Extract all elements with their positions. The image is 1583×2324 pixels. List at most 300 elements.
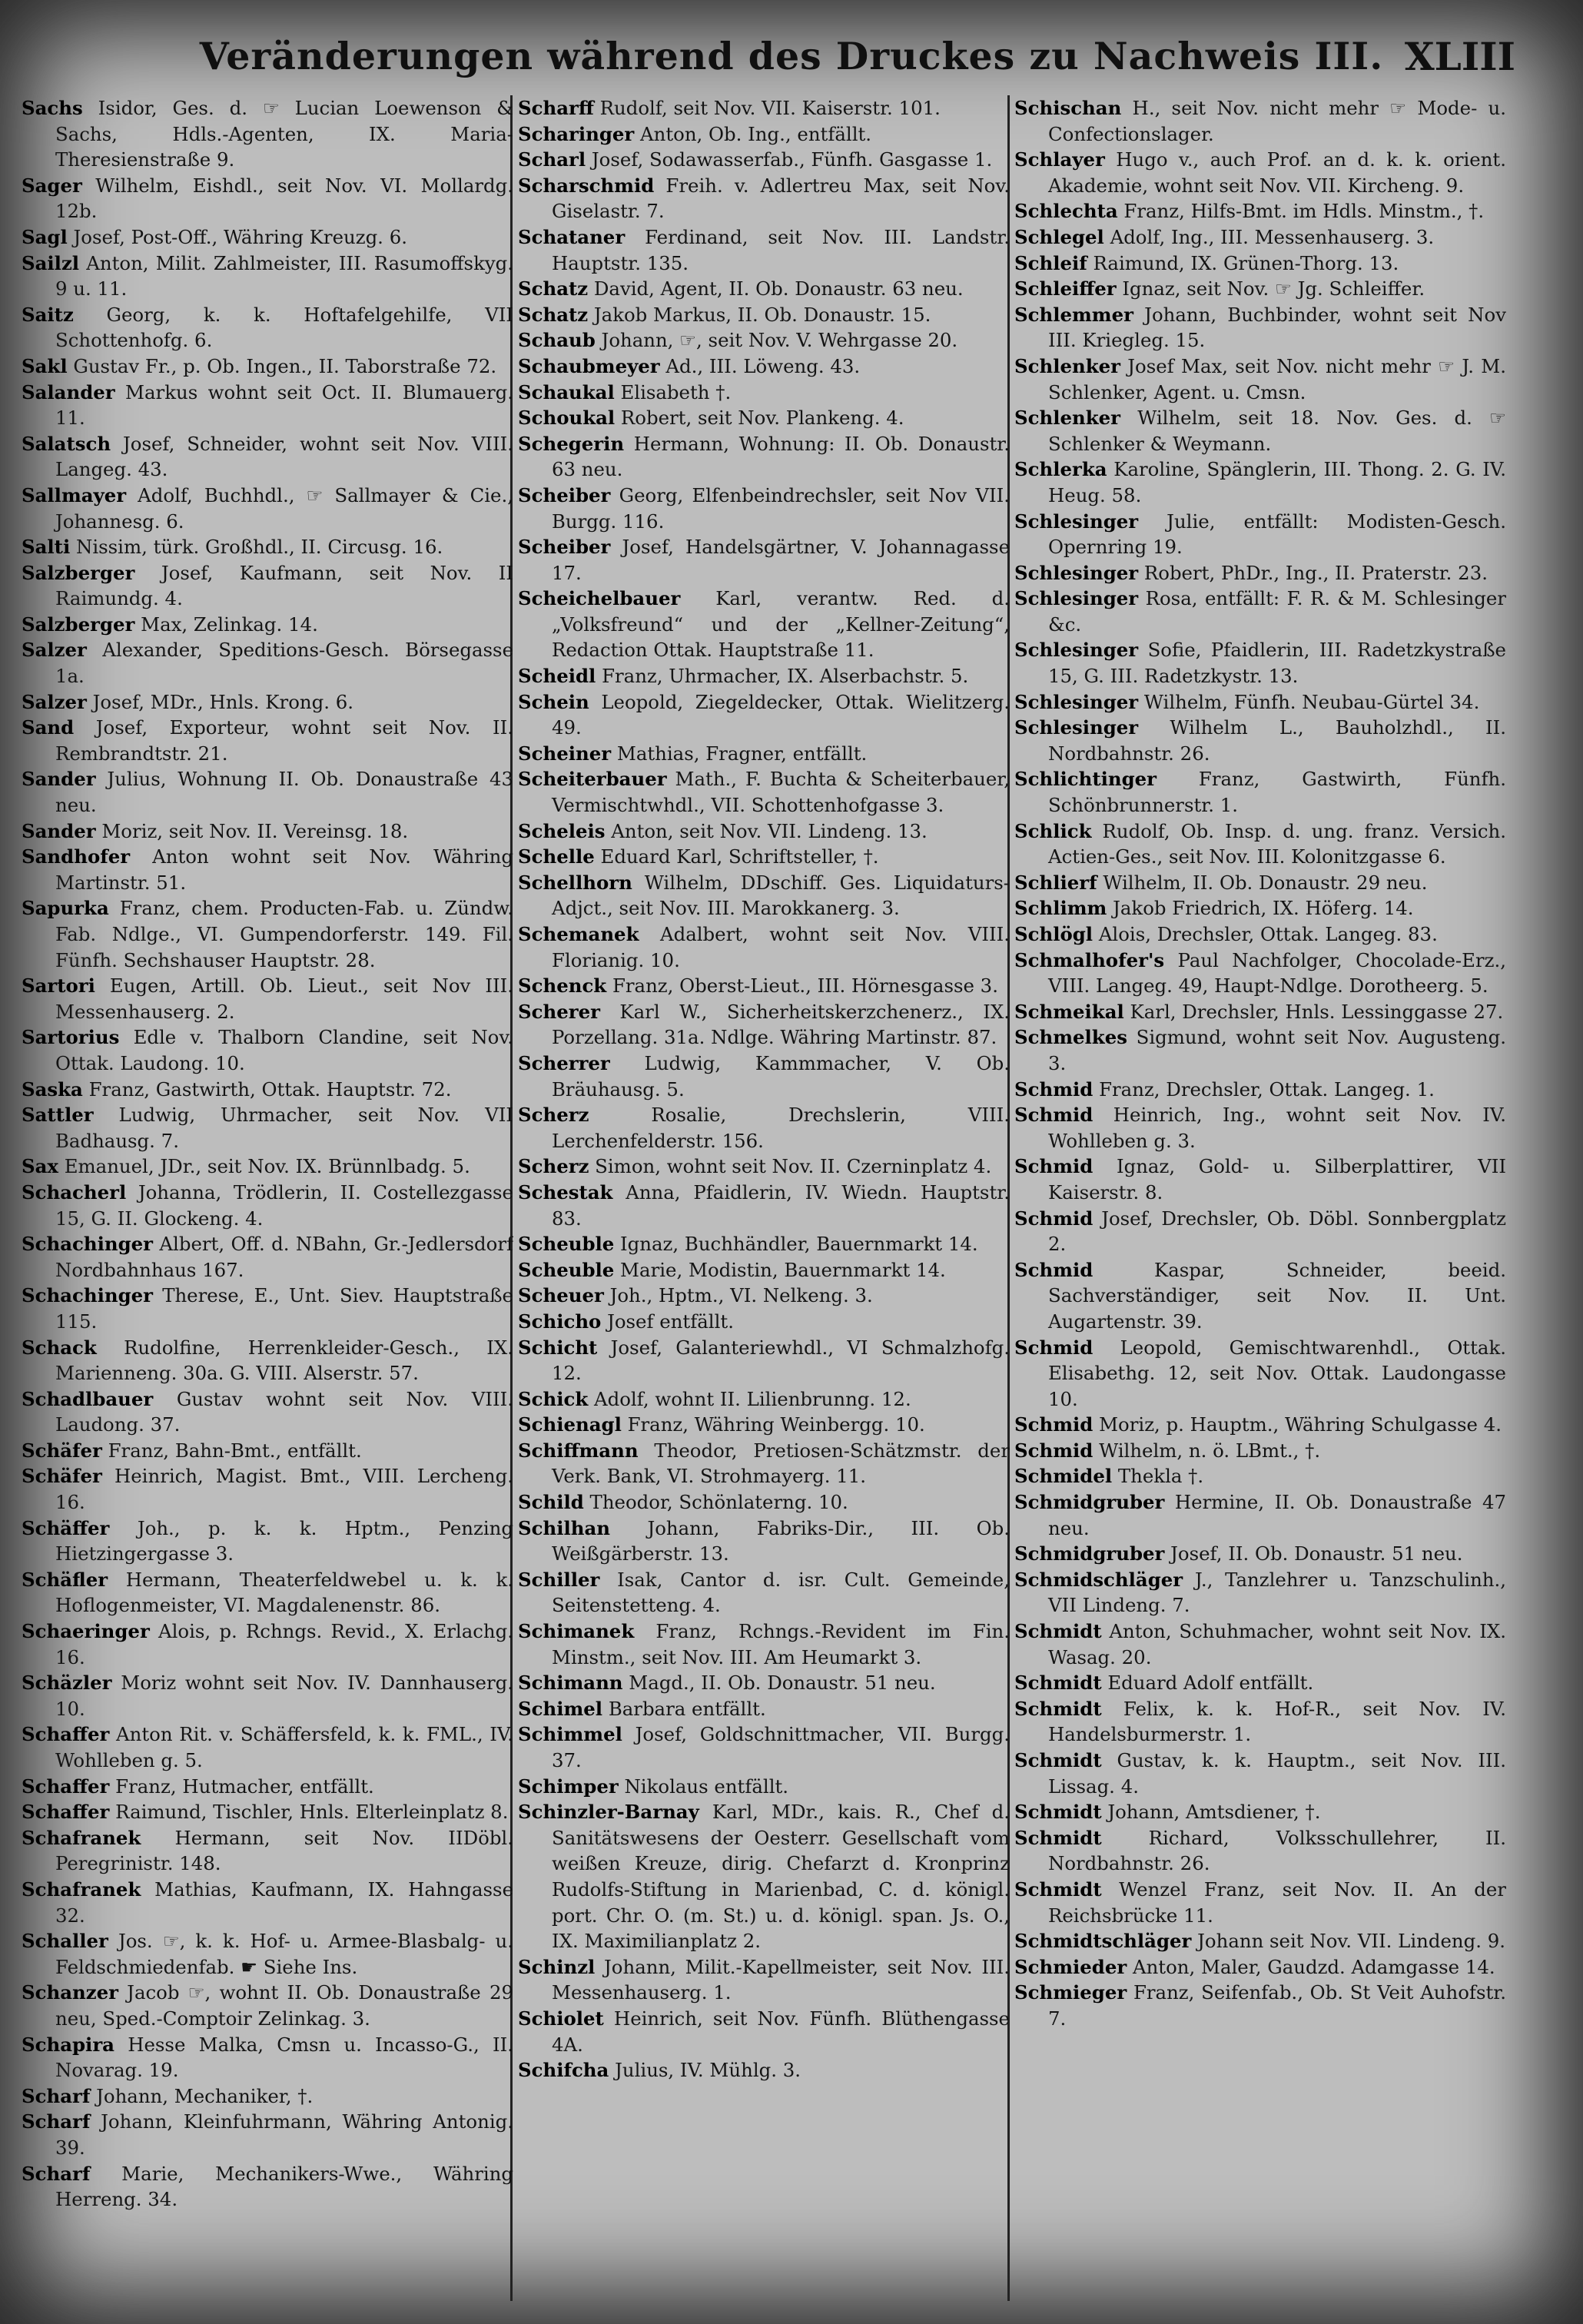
directory-entry xyxy=(22,354,513,380)
directory-entry xyxy=(518,1283,1010,1309)
directory-entry xyxy=(1014,302,1506,354)
directory-entry xyxy=(518,1438,1010,1489)
directory-entry xyxy=(22,224,513,251)
entry-details: Adolf, wohnt II. Lilienbrunng. 12. xyxy=(588,1387,911,1410)
entry-details: Josef, II. Ob. Donaustr. 51 neu. xyxy=(1164,1542,1463,1565)
entry-details: Nissim, türk. Großhdl., II. Circusg. 16. xyxy=(70,536,443,559)
entry-details: Josef, Schneider, wohnt seit Nov. VIII. Langeg. 43. xyxy=(55,432,513,481)
entry-name: Sand xyxy=(22,716,75,739)
entry-details: Franz, Hutmacher, entfällt. xyxy=(109,1775,374,1798)
entry-name: Salatsch xyxy=(22,432,111,455)
entry-name: Schmid xyxy=(1014,1104,1093,1127)
directory-entry xyxy=(22,95,513,173)
entry-details: Math., F. Buchta & Scheiterbauer, Vermischtwhdl., VII. Schottenhofgasse 3. xyxy=(552,768,1010,817)
directory-entry xyxy=(1014,1077,1506,1103)
entry-name: Schlesinger xyxy=(1014,510,1139,533)
entry-name: Scherer xyxy=(518,1000,600,1023)
directory-entry xyxy=(22,1335,513,1386)
entry-name: Schlierf xyxy=(1014,871,1097,894)
entry-name: Schimanek xyxy=(518,1620,635,1643)
entry-name: Scheuble xyxy=(518,1233,615,1256)
entry-name: Schleif xyxy=(1014,251,1087,274)
entry-details: Johann seit Nov. VII. Lindeng. 9. xyxy=(1191,1930,1506,1953)
directory-entry xyxy=(518,766,1010,818)
entry-details: Johann, Milit.-Kapellmeister, seit Nov. III. Messenhauserg. 1. xyxy=(552,1955,1010,2004)
directory-entry xyxy=(518,870,1010,921)
entry-name: Schmidt xyxy=(1014,1620,1102,1643)
directory-entry xyxy=(518,1696,1010,1722)
entry-details: Franz, Drechsler, Ottak. Langeg. 1. xyxy=(1093,1077,1435,1101)
directory-entry xyxy=(518,380,1010,406)
entry-name: Schienagl xyxy=(518,1413,622,1436)
entry-details: Anna, Pfaidlerin, IV. Wiedn. Hauptstr. 83. xyxy=(552,1180,1010,1230)
entry-details: Anton, Maler, Gaudzd. Adamgasse 14. xyxy=(1127,1955,1495,1978)
entry-details: Robert, seit Nov. Plankeng. 4. xyxy=(615,407,904,430)
directory-entry xyxy=(22,1154,513,1180)
directory-entry xyxy=(518,2006,1010,2057)
entry-details: Josef, Drechsler, Ob. Döbl. Sonnbergplatz 2. xyxy=(1048,1207,1506,1256)
entry-details: Mathias, Kaufmann, IX. Hahngasse 32. xyxy=(55,1877,513,1927)
entry-details: Wilhelm L., Bauholzhdl., II. Nordbahnstr. 26. xyxy=(1048,716,1506,765)
entry-details: Franz, Seifenfab., Ob. St Veit Auhofstr. 7. xyxy=(1048,1981,1506,2030)
entry-name: Scharf xyxy=(22,2110,91,2133)
directory-entry xyxy=(518,121,1010,148)
entry-details: Josef, Galanteriewhdl., VI Schmalzhofg. 12. xyxy=(552,1336,1010,1385)
entry-details: Raimund, Tischler, Hnls. Elterleinplatz 8. xyxy=(109,1801,509,1824)
entry-details: Ferdinand, seit Nov. III. Landstr. Hauptstr. 135. xyxy=(552,225,1010,274)
entry-details: Anton, Schuhmacher, wohnt seit Nov. IX. Wasag. 20. xyxy=(1048,1620,1506,1668)
entry-details: Johann, Fabriks-Dir., III. Ob. Weißgärberstr. 13. xyxy=(552,1516,1010,1565)
entry-name: Schaffer xyxy=(22,1801,110,1824)
entry-details: Richard, Volksschullehrer, II. Nordbahnstr. 26. xyxy=(1048,1826,1506,1875)
entry-details: Josef, Handelsgärtner, V. Johannagasse 17. xyxy=(552,536,1010,584)
entry-details: Ignaz, seit Nov. ☞ Jg. Schleiffer. xyxy=(1116,277,1425,300)
directory-entry xyxy=(518,224,1010,276)
entry-name: Schifcha xyxy=(518,2059,609,2082)
entry-details: Eugen, Artill. Ob. Lieut., seit Nov III. Messenhauserg. 2. xyxy=(55,974,513,1023)
entry-details: Rudolf, seit Nov. VII. Kaiserstr. 101. xyxy=(593,97,941,119)
entry-name: Scheleis xyxy=(518,819,606,842)
entry-name: Schlesinger xyxy=(1014,587,1139,610)
entry-details: Franz, Oberst-Lieut., III. Hörnesgasse 3. xyxy=(606,974,998,998)
entry-name: Schick xyxy=(518,1387,589,1410)
entry-name: Scheiber xyxy=(518,483,611,506)
directory-entry xyxy=(22,1618,513,1670)
directory-entry xyxy=(22,612,513,638)
directory-entry xyxy=(518,1567,1010,1618)
entry-name: Sax xyxy=(22,1155,58,1178)
directory-entry xyxy=(1014,1541,1506,1567)
entry-name: Sakl xyxy=(22,354,68,377)
directory-entry xyxy=(22,1799,513,1825)
directory-entry xyxy=(22,844,513,895)
directory-entry xyxy=(22,1077,513,1103)
entry-name: Schlechta xyxy=(1014,200,1118,223)
directory-entry xyxy=(518,327,1010,354)
directory-entry xyxy=(22,1567,513,1618)
entry-name: Scheiterbauer xyxy=(518,768,667,791)
directory-entry xyxy=(1014,509,1506,560)
entry-name: Schaubmeyer xyxy=(518,354,660,377)
page-number: XLIII xyxy=(1404,34,1515,79)
directory-entry xyxy=(518,1954,1010,2006)
entry-name: Schiller xyxy=(518,1568,600,1591)
entry-details: Isidor, Ges. d. ☞ Lucian Loewenson & Sachs, Hdls.-Agenten, IX. Maria-Theresienstraße 9. xyxy=(55,97,513,171)
entry-name: Schmidtschläger xyxy=(1014,1930,1192,1953)
entry-details: Heinrich, seit Nov. Fünfh. Blüthengasse 4A. xyxy=(552,2007,1010,2056)
directory-entry xyxy=(518,1335,1010,1386)
directory-entry xyxy=(518,95,1010,121)
directory-entry xyxy=(518,276,1010,302)
directory-entry xyxy=(1014,1102,1506,1154)
entry-details: Johanna, Trödlerin, II. Costellezgasse 15, G. II. Glockeng. 4. xyxy=(55,1180,513,1230)
directory-entry xyxy=(1014,1980,1506,2031)
entry-details: Anton, seit Nov. VII. Lindeng. 13. xyxy=(605,819,928,842)
directory-entry xyxy=(22,1516,513,1567)
directory-entry xyxy=(1014,354,1506,405)
entry-name: Schimel xyxy=(518,1697,603,1720)
entry-name: Schein xyxy=(518,690,589,713)
entry-name: Schmidschläger xyxy=(1014,1568,1183,1591)
entry-details: Josef, MDr., Hnls. Krong. 6. xyxy=(86,690,353,713)
entry-name: Schmid xyxy=(1014,1077,1093,1101)
directory-entry xyxy=(1014,637,1506,689)
entry-details: Nikolaus entfällt. xyxy=(618,1775,789,1798)
entry-name: Schaffer xyxy=(22,1775,110,1798)
directory-entry xyxy=(518,1799,1010,1954)
entry-name: Saitz xyxy=(22,303,74,326)
entry-details: Barbara entfällt. xyxy=(602,1697,766,1720)
directory-entry xyxy=(1014,689,1506,715)
column-3 xyxy=(1014,95,1506,2301)
directory-entry xyxy=(518,405,1010,431)
entry-name: Schiolet xyxy=(518,2007,604,2030)
entry-name: Salzberger xyxy=(22,561,135,584)
entry-details: Ludwig, Kammmacher, V. Ob. Bräuhausg. 5. xyxy=(552,1051,1010,1101)
entry-name: Schlegel xyxy=(1014,225,1104,248)
entry-details: David, Agent, II. Ob. Donaustr. 63 neu. xyxy=(588,277,964,300)
directory-entry xyxy=(1014,1489,1506,1541)
entry-details: Kaspar, Schneider, beeid. Sachverständiger, seit Nov. II. Unt. Augartenstr. 39. xyxy=(1048,1258,1506,1333)
entry-details: Adolf, Buchhdl., ☞ Sallmayer & Cie., Johannesg. 6. xyxy=(55,483,513,533)
directory-entry xyxy=(22,173,513,224)
entry-name: Schimmel xyxy=(518,1723,622,1746)
directory-entry xyxy=(1014,147,1506,198)
directory-entry xyxy=(22,1024,513,1076)
entry-details: Josef, Post-Off., Währing Kreuzg. 6. xyxy=(67,225,407,248)
directory-entry xyxy=(22,689,513,715)
directory-entry xyxy=(518,431,1010,483)
directory-entry xyxy=(518,483,1010,534)
entry-details: Hugo v., auch Prof. an d. k. k. orient. Akademie, wohnt seit Nov. VII. Kircheng. 9. xyxy=(1048,148,1506,197)
entry-name: Schlesinger xyxy=(1014,561,1139,584)
entry-details: Alois, Drechsler, Ottak. Langeg. 83. xyxy=(1093,923,1438,945)
entry-details: Ignaz, Gold- u. Silberplattirer, VII Kaiserstr. 8. xyxy=(1048,1155,1506,1204)
entry-details: Ludwig, Uhrmacher, seit Nov. VII Badhausg. 7. xyxy=(55,1104,513,1152)
entry-details: Joh., Hptm., VI. Nelkeng. 3. xyxy=(603,1284,873,1307)
entry-name: Salzer xyxy=(22,639,87,662)
entry-name: Schlesinger xyxy=(1014,639,1139,662)
directory-entry xyxy=(1014,895,1506,921)
entry-name: Schafranek xyxy=(22,1826,141,1849)
entry-name: Scheuer xyxy=(518,1284,604,1307)
entry-details: Karoline, Spänglerin, III. Thong. 2. G. IV. Heug. 58. xyxy=(1048,458,1506,506)
directory-entry xyxy=(22,1438,513,1464)
entry-details: Jakob Markus, II. Ob. Donaustr. 15. xyxy=(588,303,931,326)
directory-entry xyxy=(518,1102,1010,1154)
entry-name: Schmalhofer's xyxy=(1014,948,1165,971)
entry-name: Schmieder xyxy=(1014,1955,1127,1978)
entry-details: Gustav, k. k. Hauptm., seit Nov. III. Lissag. 4. xyxy=(1048,1749,1506,1798)
entry-name: Sandhofer xyxy=(22,845,131,868)
directory-entry xyxy=(518,147,1010,173)
entry-details: Gustav Fr., p. Ob. Ingen., II. Taborstraße 72. xyxy=(67,354,497,377)
entry-details: Karl, verantw. Red. d. „Volksfreund“ und der „Kellner-Zeitung“, Redaction Ottak. Hauptstraße 11. xyxy=(552,587,1010,662)
directory-entry xyxy=(22,2109,513,2160)
entry-name: Schicht xyxy=(518,1336,598,1359)
directory-entry xyxy=(22,766,513,818)
directory-entry xyxy=(22,2161,513,2213)
directory-entry xyxy=(518,921,1010,973)
entry-details: Alexander, Speditions-Gesch. Börsegasse 1a. xyxy=(55,639,513,688)
directory-entry xyxy=(22,1231,513,1283)
entry-name: Schinzler-Barnay xyxy=(518,1801,699,1824)
directory-entry xyxy=(518,1618,1010,1670)
entry-name: Schelle xyxy=(518,845,595,868)
directory-entry xyxy=(22,380,513,431)
directory-entry xyxy=(1014,1463,1506,1489)
entry-details: Johann, Mechaniker, †. xyxy=(90,2084,314,2107)
entry-name: Schack xyxy=(22,1336,97,1359)
entry-name: Schlögl xyxy=(1014,923,1093,945)
entry-name: Schaller xyxy=(22,1930,108,1953)
entry-name: Schäffer xyxy=(22,1516,110,1539)
entry-details: Leopold, Ziegeldecker, Ottak. Wielitzerg. 49. xyxy=(552,690,1010,739)
entry-details: Josef, Exporteur, wohnt seit Nov. II. Rembrandtstr. 21. xyxy=(55,716,513,765)
entry-name: Schapira xyxy=(22,2033,114,2056)
column-1 xyxy=(22,95,513,2301)
directory-entry xyxy=(518,818,1010,845)
entry-name: Schmidgruber xyxy=(1014,1542,1165,1565)
directory-entry xyxy=(518,1516,1010,1567)
entry-details: Paul Nachfolger, Chocolade-Erz., VIII. Langeg. 49, Haupt-Ndlge. Dorotheerg. 5. xyxy=(1048,948,1506,998)
directory-entry xyxy=(518,741,1010,767)
entry-details: Sofie, Pfaidlerin, III. Radetzkystraße 15, G. III. Radetzkystr. 13. xyxy=(1048,639,1506,688)
entry-name: Salander xyxy=(22,380,115,403)
directory-entry xyxy=(1014,1335,1506,1413)
entry-name: Schlayer xyxy=(1014,148,1105,171)
entry-name: Salti xyxy=(22,536,71,559)
directory-entry xyxy=(1014,1412,1506,1438)
entry-name: Schmid xyxy=(1014,1413,1093,1436)
directory-entry xyxy=(1014,1696,1506,1748)
directory-entry xyxy=(518,999,1010,1051)
entry-details: Franz, Währing Weinbergg. 10. xyxy=(621,1413,925,1436)
directory-entry xyxy=(518,1231,1010,1257)
directory-entry xyxy=(1014,1438,1506,1464)
entry-name: Schlick xyxy=(1014,819,1092,842)
entry-details: J., Tanzlehrer u. Tanzschulinh., VII Lindeng. 7. xyxy=(1048,1568,1506,1617)
entry-details: Adolf, Ing., III. Messenhauserg. 3. xyxy=(1103,225,1435,248)
entry-details: Josef, Kaufmann, seit Nov. II Raimundg. 4. xyxy=(55,561,513,610)
directory-entry xyxy=(22,1774,513,1800)
entry-name: Saska xyxy=(22,1077,83,1101)
directory-entry xyxy=(1014,1024,1506,1076)
entry-name: Sander xyxy=(22,819,96,842)
entry-name: Schmidt xyxy=(1014,1877,1102,1901)
directory-entry xyxy=(1014,1748,1506,1799)
directory-entry xyxy=(518,1154,1010,1180)
entry-details: Franz, Bahn-Bmt., entfällt. xyxy=(101,1439,362,1462)
entry-details: Moriz, seit Nov. II. Vereinsg. 18. xyxy=(95,819,409,842)
directory-entry xyxy=(22,895,513,973)
entry-details: Josef entfällt. xyxy=(601,1310,734,1333)
directory-entry xyxy=(22,483,513,534)
directory-entry xyxy=(518,1257,1010,1283)
entry-name: Schlichtinger xyxy=(1014,768,1157,791)
directory-entry xyxy=(22,431,513,483)
entry-details: Hermann, Wohnung: II. Ob. Donaustr. 63 neu. xyxy=(552,432,1010,481)
directory-entry xyxy=(1014,405,1506,456)
entry-details: Julius, Wohnung II. Ob. Donaustraße 43 neu. xyxy=(55,768,513,817)
entry-details: Johann, Amtsdiener, †. xyxy=(1101,1801,1321,1824)
entry-details: Anton wohnt seit Nov. Währing Martinstr. 51. xyxy=(55,845,513,894)
entry-name: Scharschmid xyxy=(518,174,655,197)
entry-details: Raimund, IX. Grünen-Thorg. 13. xyxy=(1087,251,1399,274)
directory-entry xyxy=(1014,1928,1506,1954)
directory-entry xyxy=(518,1051,1010,1102)
entry-details: Josef, Goldschnittmacher, VII. Burgg. 37. xyxy=(552,1723,1010,1771)
entry-details: Hesse Malka, Cmsn u. Incasso-G., II. Novarag. 19. xyxy=(55,2033,513,2082)
directory-entry xyxy=(518,1774,1010,1800)
entry-name: Scheichelbauer xyxy=(518,587,681,610)
entry-details: Felix, k. k. Hof-R., seit Nov. IV. Handelsburmerstr. 1. xyxy=(1048,1697,1506,1746)
entry-details: Max, Zelinkag. 14. xyxy=(134,613,318,636)
directory-entry xyxy=(22,1721,513,1773)
entry-details: Franz, Rchngs.-Revident im Fin. Minstm., seit Nov. III. Am Heumarkt 3. xyxy=(552,1620,1010,1668)
entry-details: Anton, Milit. Zahlmeister, III. Rasumoffskyg. 9 u. 11. xyxy=(55,251,513,300)
entry-details: Therese, E., Unt. Siev. Hauptstraße 115. xyxy=(55,1284,513,1333)
column-2 xyxy=(518,95,1010,2301)
entry-details: Eduard Adolf entfällt. xyxy=(1101,1672,1314,1695)
entry-name: Schimper xyxy=(518,1775,619,1798)
directory-entry xyxy=(22,715,513,766)
entry-details: Rudolf, Ob. Insp. d. ung. franz. Versich. Actien-Ges., seit Nov. III. Kolonitzgasse 6. xyxy=(1048,819,1506,868)
entry-details: Hermann, seit Nov. IIDöbl. Peregrinistr. 148. xyxy=(55,1826,513,1875)
entry-name: Schestak xyxy=(518,1180,613,1204)
directory-entry xyxy=(1014,1877,1506,1928)
page-title: Veränderungen während des Druckes zu Nachweis III. xyxy=(199,34,1384,78)
directory-entry xyxy=(1014,1567,1506,1618)
entry-name: Schenck xyxy=(518,974,607,998)
entry-name: Scherrer xyxy=(518,1051,610,1074)
entry-name: Schmidt xyxy=(1014,1801,1102,1824)
entry-details: Emanuel, JDr., seit Nov. IX. Brünnlbadg. 5. xyxy=(58,1155,470,1178)
entry-name: Schiffmann xyxy=(518,1439,639,1462)
entry-details: Wilhelm, DDschiff. Ges. Liquidaturs-Adjct., seit Nov. III. Marokkanerg. 3. xyxy=(552,871,1010,920)
entry-details: Heinrich, Ing., wohnt seit Nov. IV. Wohlleben g. 3. xyxy=(1048,1104,1506,1152)
directory-entry xyxy=(22,637,513,689)
entry-details: Jakob Friedrich, IX. Höferg. 14. xyxy=(1107,897,1414,920)
entry-name: Scherz xyxy=(518,1104,589,1127)
directory-entry xyxy=(1014,921,1506,948)
directory-entry xyxy=(1014,251,1506,277)
directory-entry xyxy=(22,534,513,560)
directory-entry xyxy=(1014,1670,1506,1696)
entry-name: Sagl xyxy=(22,225,68,248)
entry-name: Schmidt xyxy=(1014,1749,1102,1771)
entry-name: Sander xyxy=(22,768,96,791)
entry-details: Wilhelm, Fünfh. Neubau-Gürtel 34. xyxy=(1138,690,1480,713)
entry-name: Salzer xyxy=(22,690,87,713)
directory-entry xyxy=(1014,456,1506,508)
entry-name: Schmeikal xyxy=(1014,1000,1124,1023)
entry-name: Schimann xyxy=(518,1672,623,1695)
entry-name: Schoukal xyxy=(518,407,616,430)
directory-entry xyxy=(1014,1618,1506,1670)
entry-name: Schmidel xyxy=(1014,1465,1113,1488)
entry-details: Wilhelm, n. ö. LBmt., †. xyxy=(1093,1439,1321,1462)
entry-details: Adalbert, wohnt seit Nov. VIII. Florianig. 10. xyxy=(552,923,1010,971)
directory-entry xyxy=(518,302,1010,328)
entry-name: Scheiber xyxy=(518,536,611,559)
entry-name: Schmidgruber xyxy=(1014,1491,1165,1514)
directory-entry xyxy=(22,973,513,1024)
entry-details: Ignaz, Buchhändler, Bauernmarkt 14. xyxy=(614,1233,978,1256)
directory-entry xyxy=(1014,1799,1506,1825)
entry-details: Ad., III. Löweng. 43. xyxy=(659,354,861,377)
entry-name: Salzberger xyxy=(22,613,135,636)
entry-details: Theodor, Pretiosen-Schätzmstr. der Verk. Bank, VI. Strohmayerg. 11. xyxy=(552,1439,1010,1488)
directory-entry xyxy=(22,1825,513,1877)
entry-name: Sailzl xyxy=(22,251,80,274)
entry-details: Wilhelm, seit 18. Nov. Ges. d. ☞ Schlenker & Weymann. xyxy=(1048,407,1506,455)
entry-name: Schmid xyxy=(1014,1336,1093,1359)
entry-details: Karl, MDr., kais. R., Chef d. Sanitätswesens der Oesterr. Gesellschaft vom weißen Kreuze, dirig. Chefarzt d. Kronprinz Rudolfs-Stiftung in Marienbad, C. d. königl. port. Chr. O. (m. St.) u. d. königl. span. Js. O., IX. Maximilianplatz 2. xyxy=(552,1801,1010,1953)
entry-name: Schaeringer xyxy=(22,1620,150,1643)
entry-details: Joh., p. k. k. Hptm., Penzing Hietzingergasse 3. xyxy=(55,1516,513,1565)
entry-name: Schlesinger xyxy=(1014,690,1139,713)
entry-details: Marie, Modistin, Bauernmarkt 14. xyxy=(614,1258,946,1281)
entry-details: Franz, Hilfs-Bmt. im Hdls. Minstm., †. xyxy=(1117,200,1485,223)
entry-name: Scharf xyxy=(22,2162,91,2185)
entry-details: Marie, Mechanikers-Wwe., Währing Herreng. 34. xyxy=(55,2162,513,2211)
entry-details: Alois, p. Rchngs. Revid., X. Erlachg. 16. xyxy=(55,1620,513,1668)
entry-name: Schmid xyxy=(1014,1207,1093,1230)
directory-entry xyxy=(1014,1825,1506,1877)
entry-details: Johann, Buchbinder, wohnt seit Nov III. Kriegleg. 15. xyxy=(1048,303,1506,352)
directory-entry xyxy=(22,302,513,354)
entry-name: Schinzl xyxy=(518,1955,596,1978)
directory-entry xyxy=(518,173,1010,224)
entry-details: Hermann, Theaterfeldwebel u. k. k. Hoflogenmeister, VI. Magdalenenstr. 86. xyxy=(55,1568,513,1617)
entry-details: Julie, entfällt: Modisten-Gesch. Opernring 19. xyxy=(1048,510,1506,559)
directory-entry xyxy=(518,1721,1010,1773)
entry-name: Schlesinger xyxy=(1014,716,1139,739)
entry-details: Theodor, Schönlaterng. 10. xyxy=(583,1491,848,1514)
entry-name: Schachinger xyxy=(22,1233,154,1256)
entry-details: Rosa, entfällt: F. R. & M. Schlesinger &c. xyxy=(1048,587,1506,636)
entry-name: Schmelkes xyxy=(1014,1026,1127,1049)
directory-entry xyxy=(1014,224,1506,251)
entry-details: Karl, Drechsler, Hnls. Lessinggasse 27. xyxy=(1123,1000,1504,1023)
page-header xyxy=(0,34,1583,88)
entry-name: Sartori xyxy=(22,974,95,998)
entry-name: Schatz xyxy=(518,303,589,326)
directory-entry xyxy=(518,1412,1010,1438)
entry-details: Leopold, Gemischtwarenhdl., Ottak. Elisabethg. 12, seit Nov. Ottak. Laudongasse 10. xyxy=(1048,1336,1506,1410)
directory-entry xyxy=(1014,1257,1506,1335)
